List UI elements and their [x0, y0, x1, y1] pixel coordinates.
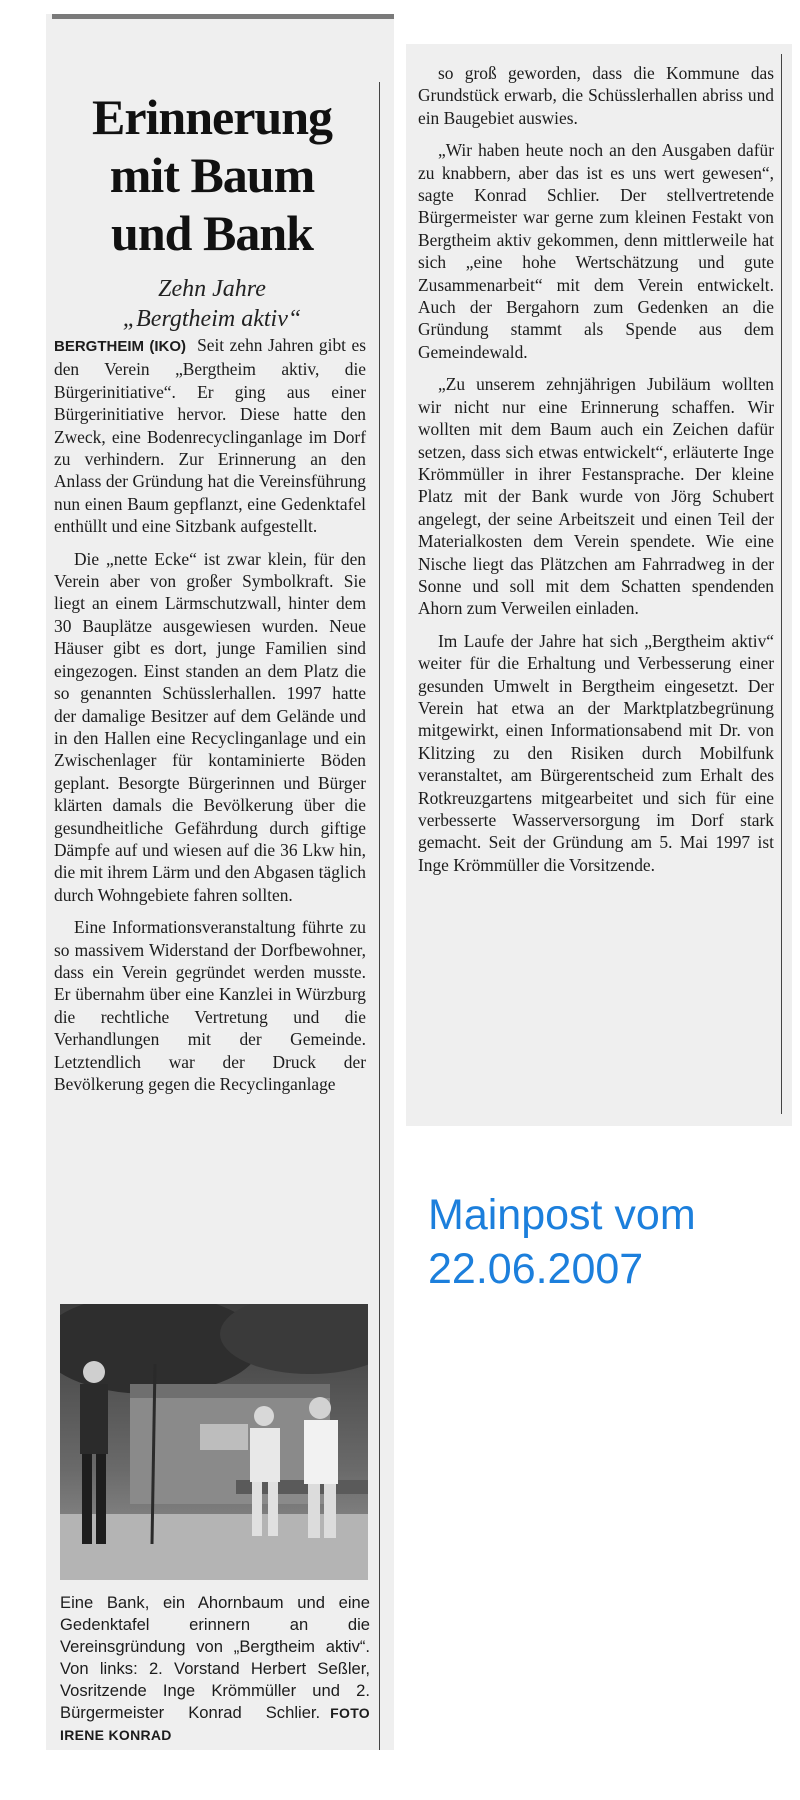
subheadline — [62, 274, 362, 334]
article-paragraph: Die „nette Ecke“ ist zwar klein, für den Verein aber von großer Symbolkraft. Sie liegt an einem Lärmschutzwall, hinter dem 30 Bauplätze ausgewiesen wurden. Neue Häuser gibt es dort, junge Familien sind eingezogen. Einst standen an dem Platz die so genannten Schüsslerhallen. 1997 hatte der damalige Besitzer auf dem Gelände und in den Hallen eine Recyclinganlage und ein Zwischenlager für kontaminierte Böden geplant. Besorgte Bürgerinnen und Bürger klärten damals die Bevölkerung über die gesundheitliche Gefährdung durch giftige Dämpfe auf und wiesen auf die 36 Lkw hin, die mit ihrem Lärm und den Abgasen täglich durch Wohngebiete fahren sollten. — [54, 548, 366, 905]
article-body-left — [54, 334, 366, 1105]
source-note-line: Mainpost vom — [428, 1191, 696, 1239]
paragraph-text: Seit zehn Jahren gibt es den Verein „Bergtheim aktiv, die Bürgerinitiative“. Er ging aus einer Bürgerinitiative hervor. Diese hatte den Zweck, eine Bodenrecyclinganlage im Dorf zu verhindern. Zur Erinnerung an den Anlass der Gründung hat die Vereinsführung nun einen Baum gepflanzt, eine Gedenktafel enthüllt und eine Sitzbank aufgestellt. — [54, 335, 367, 537]
article-paragraph: Im Laufe der Jahre hat sich „Bergtheim aktiv“ weiter für die Erhaltung und Verbesserung einer gesunden Umwelt in Bergtheim eingesetzt. Der Verein hat etwa an der Marktplatzbegrünung mitgewirkt, einen Informationsabend mit Dr. von Klitzing zu den Risiken durch Mobilfunk veranstaltet, am Bürgerentscheid zum Erhalt des Rotkreuzgartens mitgearbeitet und sich für eine verbesserte Wasserversorgung im Dorf stark gemacht. Seit der Gründung am 5. Mai 1997 ist Inge Krömmüller die Vorsitzende. — [418, 630, 774, 875]
article-photo — [60, 1304, 368, 1580]
article-left-column — [46, 14, 394, 1750]
photo-illustration — [60, 1304, 368, 1580]
column-divider-rule — [781, 54, 782, 1114]
article-paragraph: „Wir haben heute noch an den Ausgaben dafür zu knabbern, aber das ist es uns wert gewesen“, sagte Konrad Schlier. Der stellvertretende Bürgermeister war gerne zum kleinen Festakt von Bergtheim aktiv gekommen, denn mittlerweile hat sich „eine hohe Wertschätzung und gute Zusammenarbeit“ mit dem Verein entwickelt. Auch der Bergahorn zum Gedenken an die Gründung stammt als Spende aus dem Gemeindewald. — [418, 140, 774, 362]
article-paragraph: Eine Informationsveranstaltung führte zu so massivem Widerstand der Dorfbewohner, dass ein Verein gegründet werden musste. Er übernahm über eine Kanzlei in Würzburg die rechtliche Vertretung und die Verhandlungen mit der Gemeinde. Letztendlich war der Druck der Bevölkerung gegen die Recyclinganlage — [54, 917, 366, 1094]
article-paragraph: „Zu unserem zehnjährigen Jubiläum wollten wir nicht nur eine Erinnerung schaffen. Wir wollten mit dem Baum auch ein Zeichen dafür setzen, dass sich etwas entwickelt“, erläuterte Inge Krömmüller in ihrer Festansprache. Der kleine Platz mit der Bank wurde von Jörg Schubert angelegt, der seine Arbeitszeit und einen Teil der Materialkosten dem Verein spendete. Wie eine Nische liegt das Plätzchen am Fahrradweg in der Sonne und soll mit dem Schatten spendenden Ahorn zum Verweilen einladen. — [418, 374, 774, 619]
source-note-line: 22.06.2007 — [428, 1245, 644, 1293]
source-note — [428, 1188, 696, 1296]
article-right-column — [406, 44, 792, 1126]
article-paragraph: so groß geworden, dass die Kommune das Grundstück erwarb, die Schüsslerhallen abriss und ein Baugebiet auswies. — [418, 63, 774, 128]
subheadline-line: Zehn Jahre — [158, 276, 266, 302]
caption-text: Eine Bank, ein Ahornbaum und eine Gedenktafel erinnern an die Vereinsgründung von „Bergtheim aktiv“. Von links: 2. Vorstand Herbert Seßler, Vosritzende Inge Krömmüller und 2. Bürgermeister Konrad Schlier. — [60, 1593, 370, 1722]
photo-caption — [60, 1592, 370, 1746]
column-divider-rule — [379, 82, 380, 1750]
article-body-right — [418, 62, 774, 886]
subheadline-line: „Bergtheim aktiv“ — [122, 306, 302, 332]
headline-line: mit Baum — [109, 147, 315, 203]
dateline: BERGTHEIM (IKO) — [54, 338, 187, 355]
photo-credit: FOTO IRENE KONRAD — [60, 1705, 370, 1743]
headline-line: und Bank — [111, 205, 313, 261]
article-paragraph — [54, 334, 366, 538]
column-top-rule — [52, 14, 394, 19]
headline — [62, 88, 362, 262]
headline-line: Erinnerung — [91, 89, 333, 145]
